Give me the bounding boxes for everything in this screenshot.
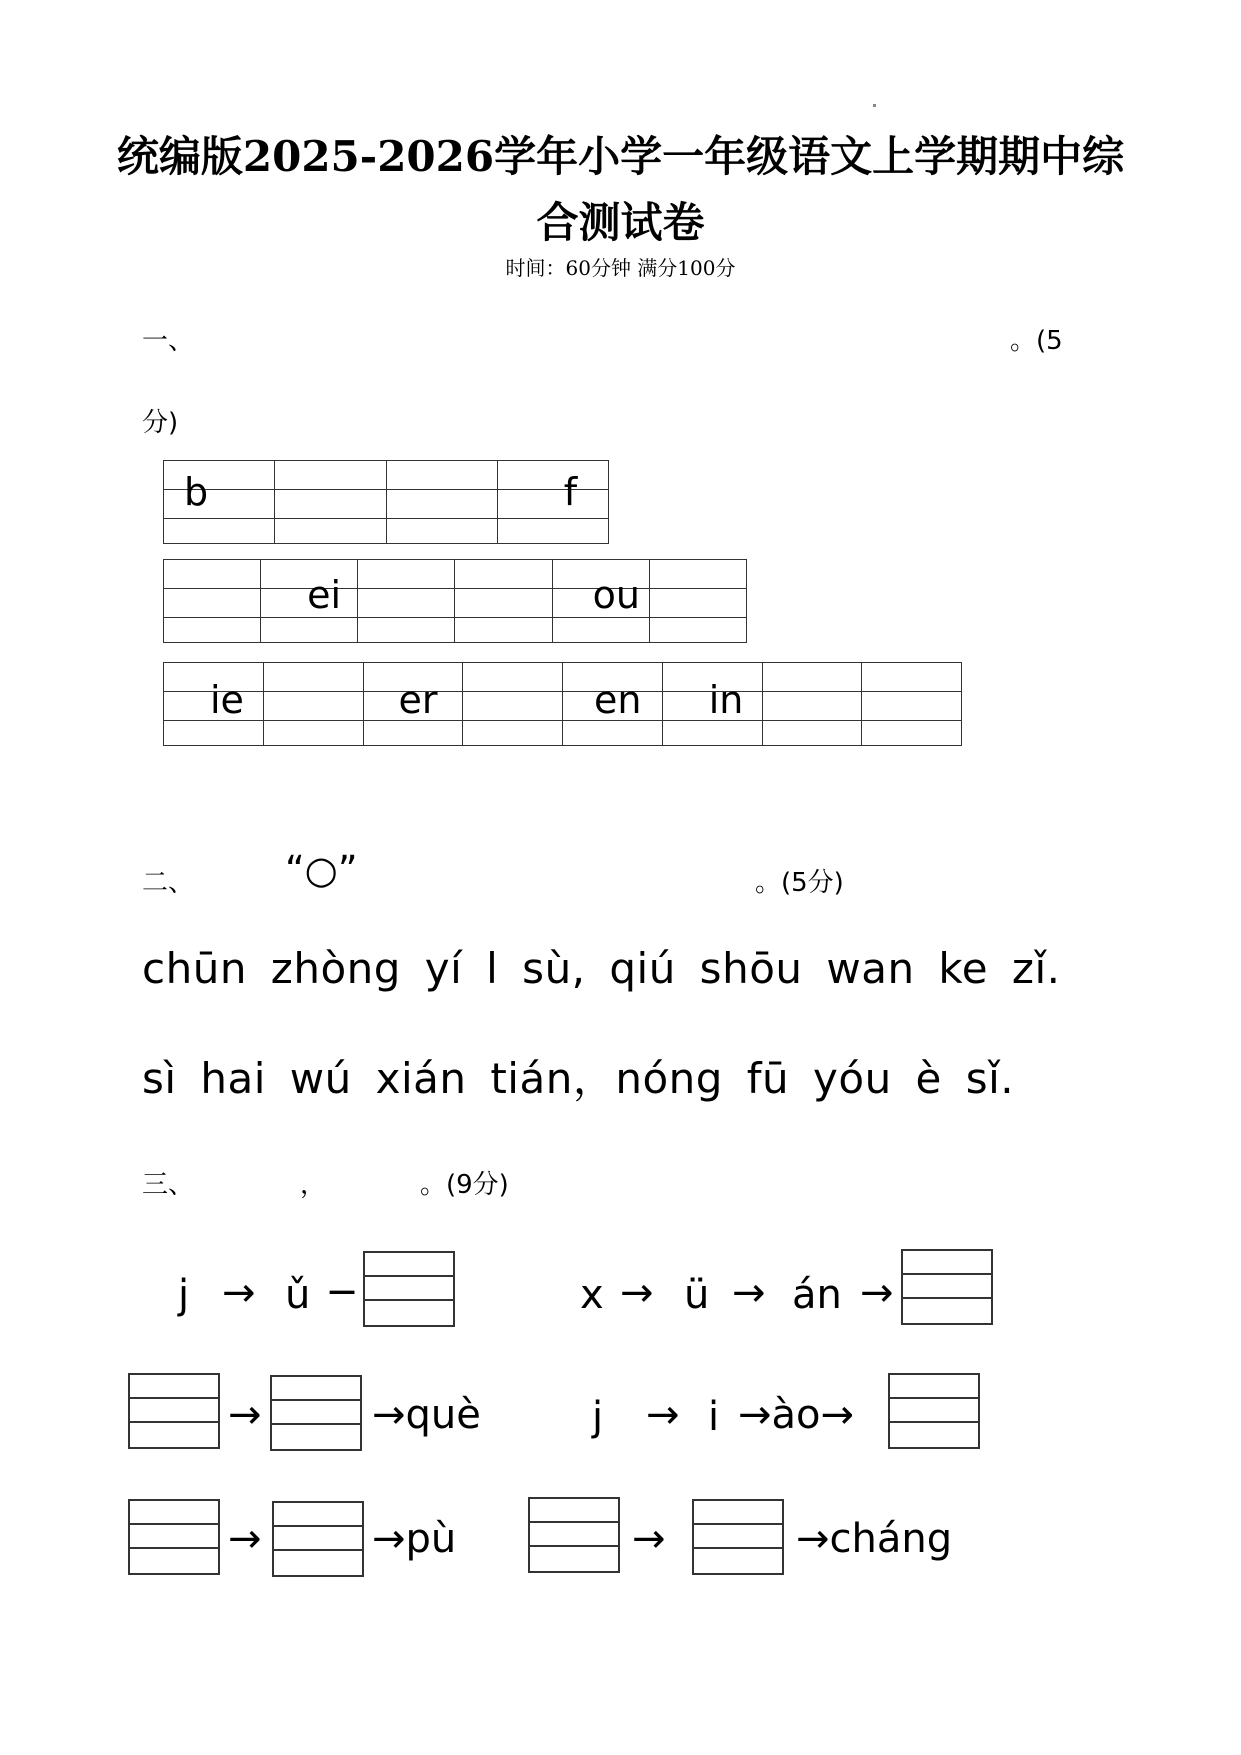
chain2-u: ü bbox=[684, 1272, 710, 1318]
section2-score: 。(5分) bbox=[755, 868, 844, 898]
grid3-letter: ie bbox=[210, 678, 244, 722]
grid3-letter: in bbox=[708, 678, 744, 722]
grid1-cell[interactable] bbox=[275, 461, 386, 490]
chain1-dash: ─ bbox=[330, 1270, 355, 1316]
pinyin-grid-1 bbox=[163, 460, 609, 544]
pinyin-grid-3 bbox=[163, 662, 962, 746]
chain5-pu: →pù bbox=[372, 1516, 457, 1562]
answer-box[interactable] bbox=[692, 1499, 784, 1575]
section3-label: 三、 bbox=[142, 1170, 195, 1200]
chain2-arrow: → bbox=[732, 1270, 766, 1316]
answer-box[interactable] bbox=[128, 1499, 220, 1575]
chain4-ao: →ào→ bbox=[738, 1392, 855, 1438]
grid2-cell[interactable] bbox=[552, 560, 649, 617]
circle-mark: “○” bbox=[285, 848, 358, 892]
grid1-cell[interactable] bbox=[164, 461, 275, 514]
chain2-arrow: → bbox=[620, 1270, 654, 1316]
grid3-cell[interactable] bbox=[862, 663, 962, 692]
chain2-x: x bbox=[580, 1272, 604, 1318]
pinyin-grid-2 bbox=[163, 559, 747, 643]
pinyin-line-1: chūn zhòng yí l sù, qiú shōu wan ke zǐ. bbox=[142, 944, 1061, 993]
chain6-chang: →cháng bbox=[796, 1516, 953, 1562]
section1-score-cont: 分) bbox=[142, 408, 179, 438]
chain6-arrow: → bbox=[632, 1516, 666, 1562]
grid3-cell[interactable] bbox=[463, 663, 563, 692]
chain1-u: ǔ bbox=[285, 1272, 311, 1318]
chain1-j: j bbox=[178, 1272, 190, 1318]
section3-score: 。(9分) bbox=[420, 1170, 509, 1200]
answer-box[interactable] bbox=[888, 1373, 980, 1449]
grid2-cell[interactable] bbox=[358, 560, 455, 589]
chain3-que: →què bbox=[372, 1392, 481, 1438]
chain4-arrow: → bbox=[646, 1392, 680, 1438]
chain5-arrow: → bbox=[228, 1516, 262, 1562]
grid2-cell[interactable] bbox=[261, 560, 358, 617]
grid1-letter: b bbox=[184, 470, 209, 514]
grid1-cell[interactable] bbox=[497, 461, 608, 514]
exam-info: 时间：60分钟 满分100分 bbox=[505, 256, 736, 280]
grid2-cell[interactable] bbox=[164, 560, 261, 589]
scan-dot bbox=[873, 104, 876, 107]
section1-score: 。(5 bbox=[1010, 326, 1063, 356]
answer-box[interactable] bbox=[128, 1373, 220, 1449]
answer-box[interactable] bbox=[270, 1375, 362, 1451]
grid2-letter: ei bbox=[307, 573, 342, 617]
page-title-line2: 合测试卷 bbox=[536, 198, 705, 247]
section3-comma: ， bbox=[300, 1170, 327, 1200]
chain2-arrow: → bbox=[860, 1270, 894, 1316]
answer-box[interactable] bbox=[528, 1497, 620, 1573]
grid3-letter: en bbox=[594, 678, 642, 722]
chain4-i: i bbox=[708, 1394, 720, 1440]
chain2-an: án bbox=[792, 1272, 842, 1318]
pinyin-line-2: sì hai wú xián tián，nóng fū yóu è sǐ. bbox=[142, 1054, 1015, 1103]
section2-label: 二、 bbox=[142, 868, 195, 898]
chain3-arrow: → bbox=[228, 1392, 262, 1438]
grid3-cell[interactable] bbox=[363, 663, 463, 722]
grid1-cell[interactable] bbox=[386, 461, 497, 490]
page-title-line1: 统编版2025-2026学年小学一年级语文上学期期中综 bbox=[116, 132, 1125, 181]
grid3-cell[interactable] bbox=[263, 663, 363, 692]
section1-label: 一、 bbox=[142, 326, 195, 356]
grid3-cell[interactable] bbox=[662, 663, 762, 722]
grid2-letter: ou bbox=[592, 573, 640, 617]
grid3-cell[interactable] bbox=[164, 663, 264, 722]
grid2-cell[interactable] bbox=[455, 560, 552, 589]
answer-box[interactable] bbox=[901, 1249, 993, 1325]
grid1-letter: f bbox=[563, 470, 578, 514]
grid3-letter: er bbox=[398, 678, 438, 722]
chain1-arrow: → bbox=[222, 1270, 256, 1316]
answer-box[interactable] bbox=[363, 1251, 455, 1327]
answer-box[interactable] bbox=[272, 1501, 364, 1577]
grid2-cell[interactable] bbox=[649, 560, 746, 589]
chain4-j: j bbox=[592, 1394, 604, 1440]
grid3-cell[interactable] bbox=[563, 663, 663, 722]
grid3-cell[interactable] bbox=[762, 663, 862, 692]
